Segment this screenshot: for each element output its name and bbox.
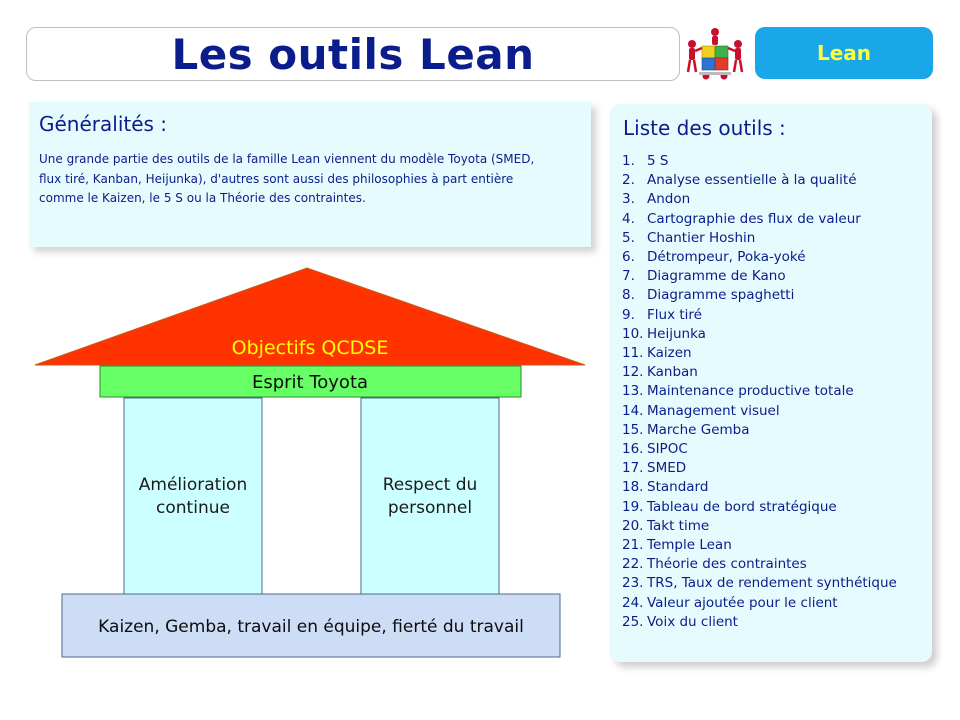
list-item-label: Kaizen [647, 345, 692, 362]
list-item-label: Détrompeur, Poka-yoké [647, 249, 806, 266]
list-item-number: 12. [622, 364, 644, 381]
list-item-label: Tableau de bord stratégique [647, 498, 837, 515]
list-item [622, 248, 922, 267]
list-item [622, 210, 922, 229]
list-item-number: 7. [622, 268, 635, 285]
list-item [622, 267, 922, 286]
list-item-number: 14. [622, 402, 644, 419]
lean-badge[interactable] [755, 27, 933, 79]
list-item-number: 23. [622, 575, 644, 592]
outils-list [622, 152, 922, 632]
list-item [622, 536, 922, 555]
list-item-number: 11. [622, 345, 644, 362]
list-item-number: 1. [622, 153, 635, 169]
pillar-right-line-1: Respect du [382, 475, 478, 495]
list-item-number: 22. [622, 556, 644, 573]
lean-temple-diagram [30, 262, 595, 662]
generalites-card [29, 102, 591, 247]
list-item [622, 459, 922, 478]
list-item [622, 229, 922, 248]
list-item-label: Temple Lean [647, 537, 732, 554]
generalites-text: Une grande partie des outils de la famille Lean viennent du modèle Toyota (SMED, flux tiré, Kanban, Heijunka), d'autres sont aussi des philosophies à part entière comme le Kaizen, le 5 S ou la Théorie des contraintes. [39, 152, 535, 205]
list-item-label: Diagramme de Kano [647, 268, 786, 285]
list-item [622, 594, 922, 613]
list-item-label: Takt time [647, 517, 710, 534]
list-item-label: Valeur ajoutée pour le client [647, 594, 838, 611]
list-item [622, 421, 922, 440]
title-box [26, 27, 680, 81]
temple-base-label: Kaizen, Gemba, travail en équipe, fierté du travail [98, 617, 524, 637]
list-item-number: 3. [622, 191, 635, 208]
list-item-label: Analyse essentielle à la qualité [647, 172, 857, 189]
list-item-number: 18. [622, 479, 644, 496]
list-item [622, 478, 922, 497]
list-item [622, 152, 922, 171]
list-item-number: 10. [622, 325, 644, 342]
puzzle-team-icon [686, 26, 744, 82]
list-item-number: 13. [622, 383, 644, 400]
list-item-number: 24. [622, 594, 644, 611]
temple-beam-label: Esprit Toyota [251, 372, 369, 393]
lean-badge-label: Lean [816, 41, 872, 65]
list-item [622, 382, 922, 401]
list-item [622, 402, 922, 421]
list-item-label: Voix du client [647, 613, 738, 630]
pillar-left-line-2: continue [156, 498, 230, 518]
list-item [622, 613, 922, 632]
page-title: Les outils Lean [171, 29, 535, 79]
list-item-label: Théorie des contraintes [647, 556, 807, 573]
list-item-label: Standard [647, 479, 709, 496]
list-item-number: 5. [622, 229, 635, 246]
list-item-label: Management visuel [647, 402, 780, 419]
pillar-right-line-2: personnel [387, 498, 473, 518]
temple-roof-label: Objectifs QCDSE [231, 337, 389, 359]
generalites-title: Généralités : [39, 112, 168, 136]
list-item [622, 517, 922, 536]
list-item [622, 344, 922, 363]
list-item-number: 19. [622, 498, 644, 515]
list-item [622, 574, 922, 593]
list-item-label: Cartographie des flux de valeur [647, 210, 861, 227]
list-item-label: 5 S [647, 153, 669, 169]
pillar-left-line-1: Amélioration [138, 475, 248, 495]
list-item [622, 286, 922, 305]
list-item-label: SMED [647, 460, 687, 477]
list-item-number: 21. [622, 537, 644, 554]
list-item-number: 20. [622, 517, 644, 534]
list-item-label: Maintenance productive totale [647, 383, 854, 400]
temple-pillar-left [124, 398, 262, 594]
outils-card [610, 104, 932, 662]
list-item-label: Kanban [647, 364, 698, 381]
list-item [622, 498, 922, 517]
list-item-number: 8. [622, 287, 635, 304]
outils-title: Liste des outils : [623, 116, 786, 140]
list-item [622, 306, 922, 325]
list-item-label: Flux tiré [647, 306, 702, 323]
list-item-number: 9. [622, 306, 635, 323]
list-item [622, 555, 922, 574]
list-item-label: Diagramme spaghetti [647, 287, 795, 304]
list-item-label: TRS, Taux de rendement synthétique [647, 575, 897, 592]
list-item-number: 17. [622, 460, 644, 477]
list-item-label: Chantier Hoshin [647, 229, 756, 246]
list-item-number: 2. [622, 172, 635, 189]
temple-pillar-right [361, 398, 499, 594]
list-item-number: 6. [622, 249, 635, 266]
list-item-number: 15. [622, 421, 644, 438]
list-item [622, 190, 922, 209]
list-item-number: 25. [622, 613, 644, 630]
list-item-label: Heijunka [647, 325, 706, 342]
list-item-label: Marche Gemba [647, 421, 750, 438]
list-item-number: 16. [622, 441, 644, 458]
list-item-label: SIPOC [647, 441, 688, 458]
list-item-number: 4. [622, 210, 635, 227]
list-item [622, 363, 922, 382]
list-item [622, 440, 922, 459]
list-item [622, 325, 922, 344]
list-item [622, 171, 922, 190]
list-item-label: Andon [647, 191, 691, 208]
